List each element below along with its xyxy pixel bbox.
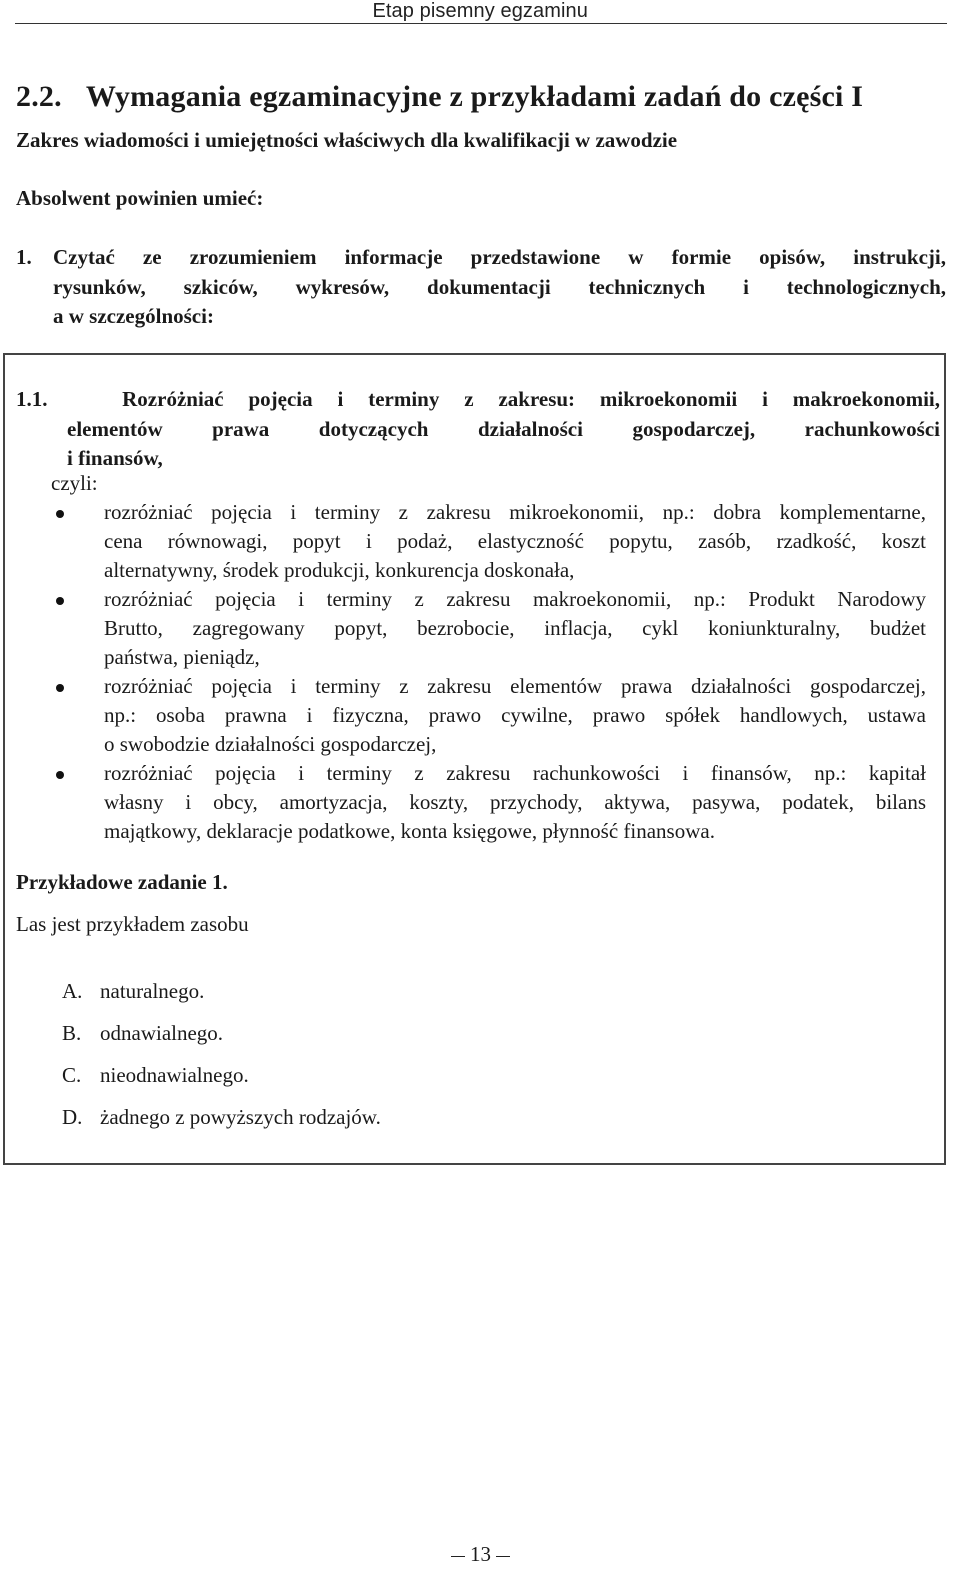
answer-option-c[interactable] bbox=[62, 1054, 381, 1096]
running-header: Etap pisemny egzaminu bbox=[372, 0, 588, 22]
list-item bbox=[56, 672, 926, 759]
bullet-line: majątkowy, deklaracje podatkowe, konta księgowe, płynność finansowa. bbox=[104, 819, 715, 843]
page-number-text: 13 bbox=[470, 1542, 491, 1566]
subrequirement-line-1 bbox=[16, 385, 940, 415]
bullet-line: rozróżniać pojęcia i terminy z zakresu elementów prawa działalności gospodarczej, bbox=[104, 674, 926, 698]
bullet-line: alternatywny, środek produkcji, konkurencja doskonała, bbox=[104, 558, 575, 582]
answer-option-b[interactable] bbox=[62, 1012, 381, 1054]
requirement-line: a w szczególności: bbox=[53, 304, 214, 328]
section-number: 2.2. bbox=[16, 80, 62, 113]
czyli-label: czyli: bbox=[51, 471, 98, 495]
bullet-icon bbox=[56, 684, 64, 692]
section-title bbox=[16, 80, 863, 114]
bullet-icon bbox=[56, 771, 64, 779]
answer-text: żadnego z powyższych rodzajów. bbox=[100, 1105, 381, 1129]
section-title-text: Wymagania egzaminacyjne z przykładami zadań do części I bbox=[85, 80, 864, 113]
subrequirement-line: i finansów, bbox=[67, 446, 163, 470]
answer-option-a[interactable] bbox=[62, 970, 381, 1012]
subrequirement-number: 1.1. bbox=[16, 387, 48, 411]
answer-option-d[interactable] bbox=[62, 1096, 381, 1138]
answer-letter: C. bbox=[62, 1063, 82, 1087]
page-number bbox=[446, 1542, 515, 1567]
bullet-icon bbox=[56, 597, 64, 605]
header-rule bbox=[15, 23, 947, 24]
answer-text: odnawialnego. bbox=[100, 1021, 224, 1045]
bullet-line: własny i obcy, amortyzacja, koszty, przychody, aktywa, pasywa, podatek, bilans bbox=[104, 790, 926, 814]
answer-letter: B. bbox=[62, 1021, 82, 1045]
subrequirement-line: elementów prawa dotyczących działalności gospodarczej, rachunkowości bbox=[67, 416, 940, 441]
list-item bbox=[56, 759, 926, 846]
bullet-list bbox=[56, 498, 926, 846]
answer-text: naturalnego. bbox=[100, 979, 205, 1003]
bullet-line: Brutto, zagregowany popyt, bezrobocie, inflacja, cykl koniunkturalny, budżet bbox=[104, 616, 926, 640]
graduate-should-intro: Absolwent powinien umieć: bbox=[16, 186, 264, 210]
subrequirement-text: Rozróżniać pojęcia i terminy z zakresu: mikroekonomii i makroekonomii, bbox=[122, 387, 941, 411]
page-number-dash-right bbox=[496, 1556, 510, 1557]
requirement-number: 1. bbox=[16, 245, 32, 269]
subrequirement-1-1 bbox=[16, 385, 940, 474]
list-item bbox=[56, 498, 926, 585]
example-task-title: Przykładowe zadanie 1. bbox=[16, 870, 228, 894]
bullet-line: państwa, pieniądz, bbox=[104, 645, 260, 669]
answer-letter: A. bbox=[62, 979, 83, 1003]
bullet-line: cena równowagi, popyt i podaż, elastyczność popytu, zasób, rzadkość, koszt bbox=[104, 529, 926, 553]
answer-text: nieodnawialnego. bbox=[100, 1063, 249, 1087]
example-question: Las jest przykładem zasobu bbox=[16, 912, 249, 936]
requirement-line: Czytać ze zrozumieniem informacje przedstawione w formie opisów, instrukcji, bbox=[53, 245, 946, 269]
bullet-line: rozróżniać pojęcia i terminy z zakresu makroekonomii, np.: Produkt Narodowy bbox=[104, 587, 926, 611]
answer-options bbox=[62, 970, 381, 1138]
requirement-line: rysunków, szkiców, wykresów, dokumentacji technicznych i technologicznych, bbox=[53, 274, 946, 299]
bullet-icon bbox=[56, 510, 64, 518]
list-item bbox=[56, 585, 926, 672]
requirement-1 bbox=[16, 243, 946, 332]
answer-letter: D. bbox=[62, 1105, 83, 1129]
bullet-line: rozróżniać pojęcia i terminy z zakresu rachunkowości i finansów, np.: kapitał bbox=[104, 761, 926, 785]
qualification-scope: Zakres wiadomości i umiejętności właściwych dla kwalifikacji w zawodzie bbox=[16, 128, 678, 152]
bullet-line: np.: osoba prawna i fizyczna, prawo cywilne, prawo spółek handlowych, ustawa bbox=[104, 703, 926, 727]
page-number-dash-left bbox=[451, 1556, 465, 1557]
bullet-line: o swobodzie działalności gospodarczej, bbox=[104, 732, 437, 756]
bullet-line: rozróżniać pojęcia i terminy z zakresu mikroekonomii, np.: dobra komplementarne, bbox=[104, 500, 926, 524]
